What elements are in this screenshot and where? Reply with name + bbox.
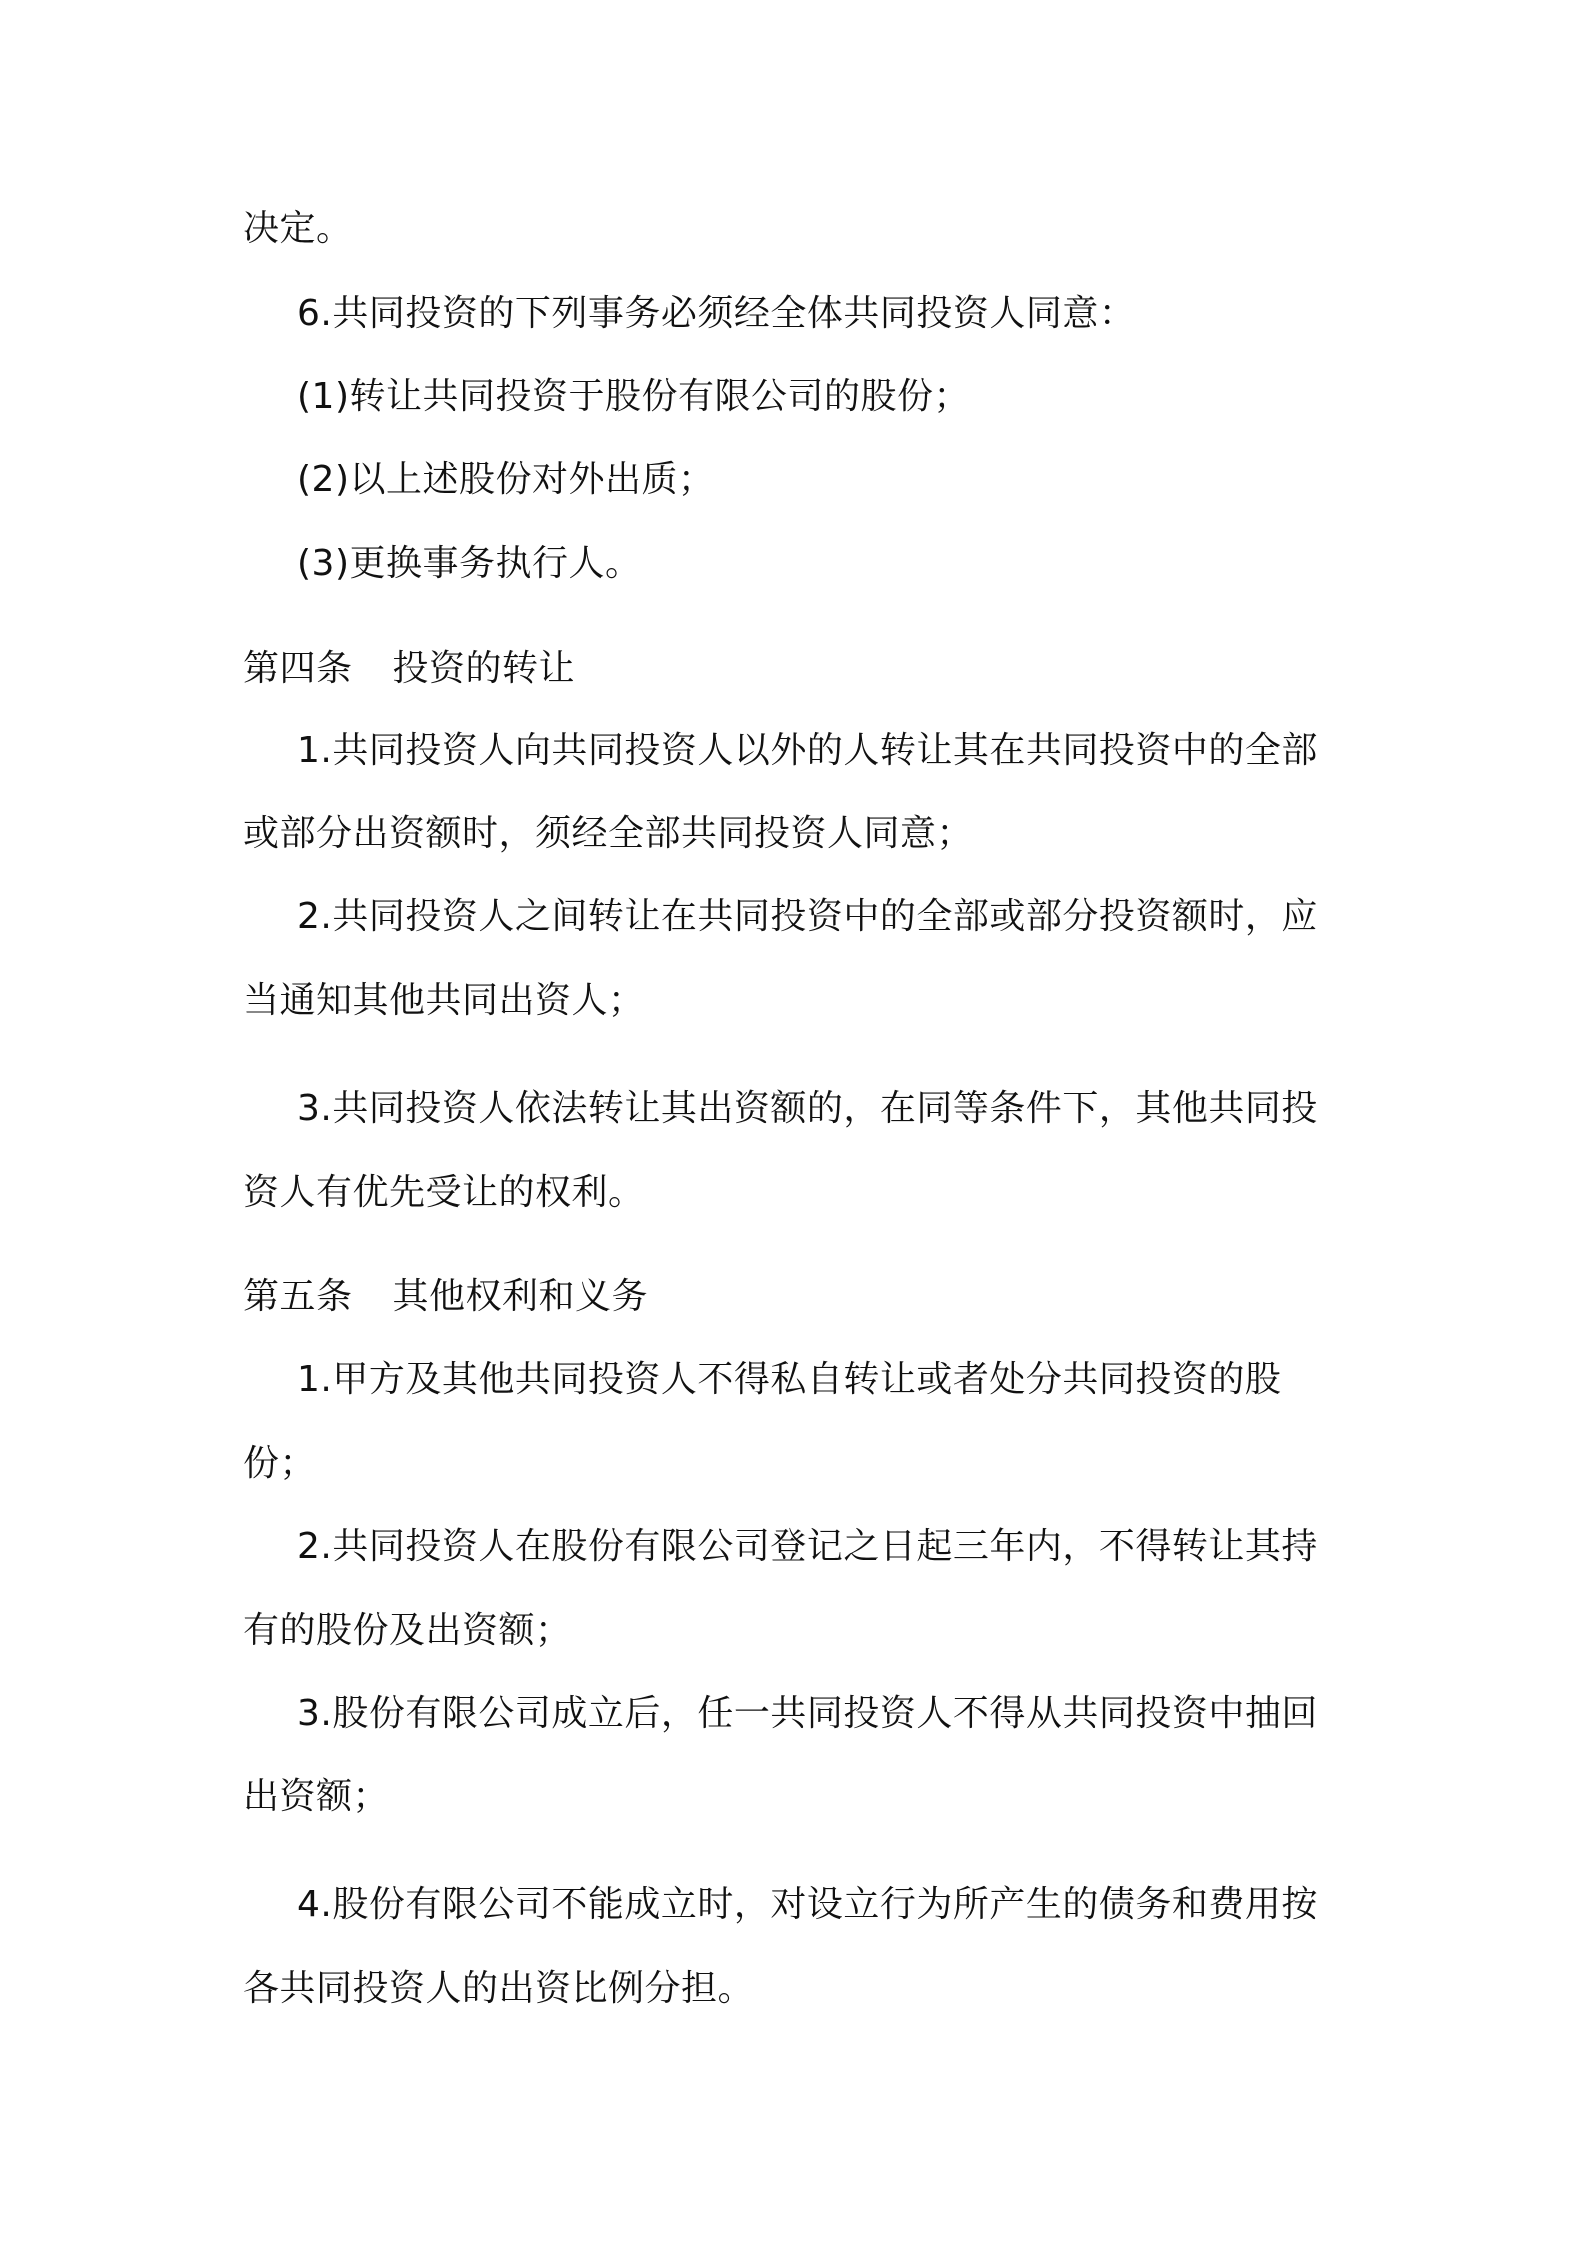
article-4-clause-3-cont: 资人有优先受让的权利。	[243, 1172, 645, 1213]
article-4-heading	[243, 645, 575, 693]
article-4-clause-1: 1.共同投资人向共同投资人以外的人转让其在共同投资中的全部	[297, 730, 1318, 771]
article-4-clause-2-cont: 当通知其他共同出资人；	[243, 980, 645, 1021]
article-5-number: 第五条	[243, 1276, 353, 1317]
article-5-title: 其他权利和义务	[392, 1276, 649, 1317]
article-5-clause-3: 3.股份有限公司成立后，任一共同投资人不得从共同投资中抽回	[297, 1693, 1318, 1734]
article-5-clause-4: 4.股份有限公司不能成立时，对设立行为所产生的债务和费用按	[297, 1884, 1318, 1925]
article-5-clause-1: 1.甲方及其他共同投资人不得私自转让或者处分共同投资的股	[297, 1359, 1282, 1400]
article-5-clause-2-cont: 有的股份及出资额；	[243, 1610, 572, 1651]
article-4-clause-1-cont: 或部分出资额时，须经全部共同投资人同意；	[243, 813, 974, 854]
clause-6-item-1: (1)转让共同投资于股份有限公司的股份；	[297, 376, 970, 417]
clause-6-intro: 6.共同投资的下列事务必须经全体共同投资人同意：	[297, 293, 1136, 334]
clause-6-item-2: (2)以上述股份对外出质；	[297, 459, 715, 500]
clause-6-item-3: (3)更换事务执行人。	[297, 543, 642, 584]
article-5-heading	[243, 1273, 648, 1321]
article-5-clause-3-cont: 出资额；	[243, 1776, 390, 1817]
article-4-title: 投资的转让	[392, 648, 576, 689]
article-4-number: 第四条	[243, 648, 353, 689]
article-5-clause-2: 2.共同投资人在股份有限公司登记之日起三年内，不得转让其持	[297, 1526, 1318, 1567]
article-5-clause-4-cont: 各共同投资人的出资比例分担。	[243, 1968, 755, 2009]
text-line: 决定。	[243, 208, 353, 249]
article-5-clause-1-cont: 份；	[243, 1443, 317, 1484]
article-4-clause-2: 2.共同投资人之间转让在共同投资中的全部或部分投资额时，应	[297, 896, 1318, 937]
article-4-clause-3: 3.共同投资人依法转让其出资额的，在同等条件下，其他共同投	[297, 1088, 1318, 1129]
